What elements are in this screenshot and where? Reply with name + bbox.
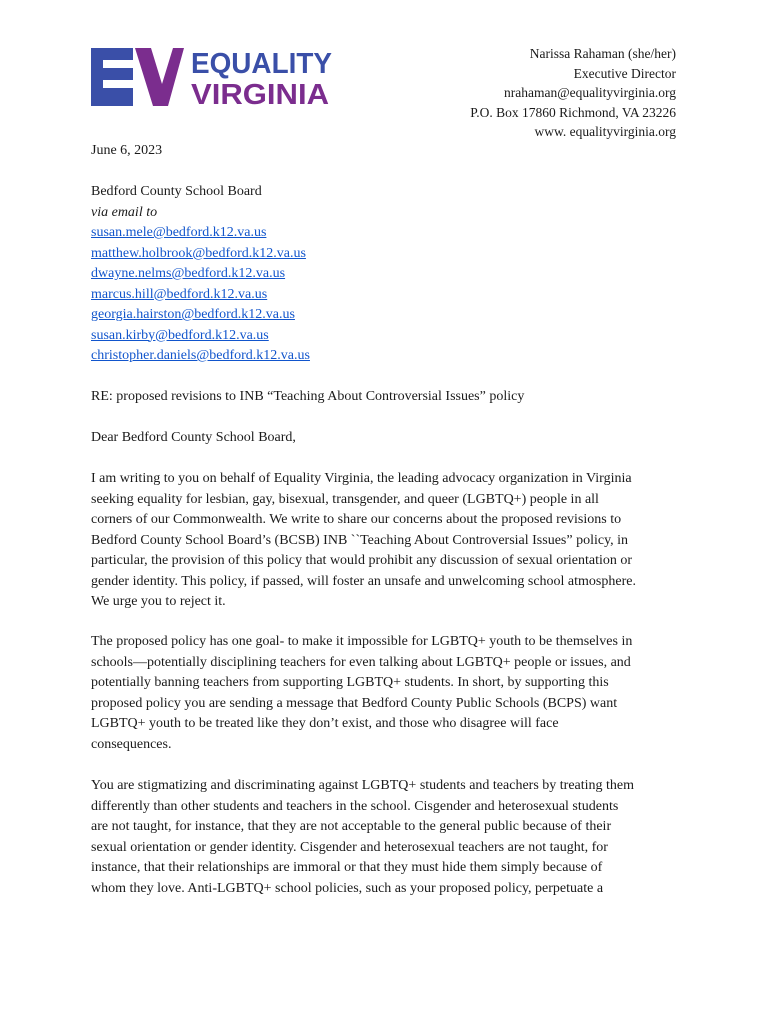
paragraph-line: seeking equality for lesbian, gay, bisexual, transgender, and queer (LGBTQ+) people in all xyxy=(91,491,599,507)
recipient-email-link[interactable]: marcus.hill@bedford.k12.va.us xyxy=(91,286,268,302)
paragraph-line: sexual orientation or gender identity. Cisgender and heterosexual teachers are not taught, for xyxy=(91,839,608,855)
logo-v-chevron xyxy=(135,48,184,106)
paragraph-line: are not taught, for instance, that they are not acceptable to the general public because of their xyxy=(91,819,612,834)
sender-address: P.O. Box 17860 Richmond, VA 23226 xyxy=(470,104,676,120)
recipient-email-link[interactable]: dwayne.nelms@bedford.k12.va.us xyxy=(91,266,286,281)
letterhead-contact xyxy=(470,44,676,142)
paragraph-line: You are stigmatizing and discriminating against LGBTQ+ students and teachers by treating them xyxy=(91,778,635,793)
logo-e-block xyxy=(91,48,133,106)
recipient-email-link[interactable]: matthew.holbrook@bedford.k12.va.us xyxy=(91,245,306,261)
sender-email: nrahaman@equalityvirginia.org xyxy=(503,85,676,100)
paragraph-line: proposed policy you are sending a message that Bedford County Public Schools (BCPS) want xyxy=(91,695,618,711)
paragraph-line: whom they love. Anti-LGBTQ+ school policies, such as your proposed policy, perpetuate a xyxy=(91,880,604,896)
paragraph-line: potentially banning teachers from supporting LGBTQ+ students. In short, by supporting this xyxy=(91,675,609,690)
recipient-email-link[interactable]: georgia.hairston@bedford.k12.va.us xyxy=(91,307,295,322)
recipient-email-link[interactable]: susan.mele@bedford.k12.va.us xyxy=(91,225,267,240)
equality-virginia-logo xyxy=(91,44,336,108)
body-paragraph-1 xyxy=(91,469,691,613)
body-paragraph-3 xyxy=(91,776,691,899)
sender-title: Executive Director xyxy=(573,65,676,81)
paragraph-line: I am writing to you on behalf of Equality Virginia, the leading advocacy organization in Virginia xyxy=(91,471,632,486)
re-subject-line: RE: proposed revisions to INB “Teaching About Controversial Issues” policy xyxy=(91,389,525,404)
paragraph-line: The proposed policy has one goal- to make it impossible for LGBTQ+ youth to be themselves in xyxy=(91,634,633,649)
logo-graphic xyxy=(91,44,336,108)
salutation: Dear Bedford County School Board, xyxy=(91,430,296,445)
paragraph-line: gender identity. This policy, if passed, will foster an unsafe and unwelcoming school atmosphere. xyxy=(91,573,636,589)
paragraph-line: differently than other students and teachers in the school. Cisgender and heterosexual students xyxy=(91,798,619,814)
paragraph-line: LGBTQ+ youth to be treated like they don’t exist, and those who disagree will face xyxy=(91,716,559,731)
logo-word-virginia: VIRGINIA xyxy=(191,79,330,108)
paragraph-line: particular, the provision of this policy that would prohibit any discussion of sexual orientation or xyxy=(91,553,633,568)
paragraph-line: consequences. xyxy=(91,736,172,752)
body-paragraph-2 xyxy=(91,632,691,755)
letter-date: June 6, 2023 xyxy=(91,143,163,158)
sender-website: www. equalityvirginia.org xyxy=(534,124,676,139)
recipient-email-link[interactable]: christopher.daniels@bedford.k12.va.us xyxy=(91,348,310,363)
paragraph-line: corners of our Commonwealth. We write to share our concerns about the proposed revisions to xyxy=(91,512,622,527)
paragraph-line: schools—potentially disciplining teachers for even talking about LGBTQ+ people or issues, and xyxy=(91,654,631,670)
logo-word-equality: EQUALITY xyxy=(191,48,332,80)
paragraph-line: instance, that their relationships are immoral or that they must hide them simply because of xyxy=(91,860,603,875)
recipient-name: Bedford County School Board xyxy=(91,184,262,199)
recipient-email-link[interactable]: susan.kirby@bedford.k12.va.us xyxy=(91,327,269,343)
paragraph-line: Bedford County School Board’s (BCSB) INB ``Teaching About Controversial Issues” policy, in xyxy=(91,532,629,548)
recipient-block xyxy=(91,182,310,367)
paragraph-line: We urge you to reject it. xyxy=(91,594,226,609)
recipient-via: via email to xyxy=(91,204,158,220)
sender-name: Narissa Rahaman (she/her) xyxy=(529,46,676,61)
